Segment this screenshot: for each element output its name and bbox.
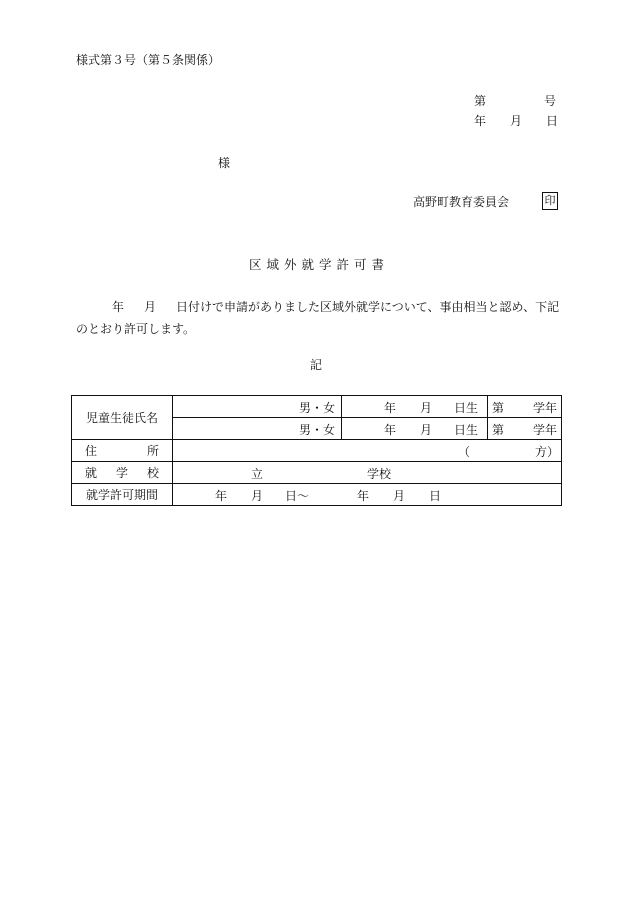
- grade-prefix: 第: [492, 423, 505, 437]
- issue-date: [474, 114, 558, 128]
- period-from-month: 月: [251, 489, 264, 503]
- permit-table: [71, 395, 562, 506]
- school-ritsu: 立: [251, 467, 264, 481]
- doc-no-prefix: 第: [474, 94, 487, 108]
- address-cell: [173, 440, 562, 462]
- address-label: [72, 440, 173, 462]
- birth-year: 年: [384, 423, 397, 437]
- grade-prefix: 第: [492, 401, 505, 415]
- grade-cell: [488, 396, 562, 418]
- student-name-label: 児童生徒氏名: [72, 396, 173, 440]
- seal-mark: 印: [542, 192, 558, 210]
- period-to-month: 月: [393, 489, 406, 503]
- grade-cell: [488, 418, 562, 440]
- birth-date-cell: [342, 418, 488, 440]
- school-label-char: 就: [85, 466, 98, 480]
- birth-month: 月: [420, 423, 433, 437]
- table-row-school: [72, 462, 562, 484]
- body-month: 月: [144, 300, 157, 314]
- address-label-char: 住: [85, 444, 98, 458]
- period-to-day: 日: [429, 489, 442, 503]
- period-to-year: 年: [357, 489, 370, 503]
- table-row-address: [72, 440, 562, 462]
- document-title: 区域外就学許可書: [249, 257, 390, 272]
- address-label-char: 所: [146, 444, 159, 458]
- birth-date-cell: [342, 396, 488, 418]
- school-label-char: 校: [146, 466, 159, 480]
- form-number: 様式第３号（第５条関係）: [76, 53, 221, 67]
- student-name-cell: [173, 418, 342, 440]
- period-cell: [173, 484, 562, 506]
- grade-suffix: 学年: [532, 423, 557, 437]
- date-day: 日: [546, 114, 559, 128]
- body-text: 日付けで申請がありました区域外就学について、事由相当と認め、下記のとおり許可します。: [76, 300, 560, 336]
- body-year: 年: [112, 300, 125, 314]
- addressee-suffix: 様: [218, 156, 231, 170]
- body-paragraph: [76, 296, 561, 340]
- table-row-student-1: [72, 396, 562, 418]
- doc-no-suffix: 号: [544, 94, 557, 108]
- address-close: 方）: [534, 445, 559, 459]
- issuer-name: 高野町教育委員会: [413, 195, 510, 209]
- grade-suffix: 学年: [532, 401, 557, 415]
- period-from-year: 年: [215, 489, 228, 503]
- school-suffix: 学校: [367, 467, 392, 481]
- birth-year: 年: [384, 401, 397, 415]
- ki-heading: 記: [310, 358, 323, 372]
- school-label: [72, 462, 173, 484]
- table-row-period: [72, 484, 562, 506]
- date-month: 月: [510, 114, 523, 128]
- document-number: [474, 94, 556, 108]
- date-year: 年: [474, 114, 487, 128]
- gender-option: 男・女: [298, 401, 335, 415]
- birth-day: 日生: [454, 423, 479, 437]
- period-from-day: 日～: [285, 489, 310, 503]
- birth-month: 月: [420, 401, 433, 415]
- address-open-paren: （: [458, 445, 471, 459]
- birth-day: 日生: [454, 401, 479, 415]
- period-label: 就学許可期間: [72, 484, 173, 506]
- school-cell: [173, 462, 562, 484]
- student-name-cell: [173, 396, 342, 418]
- school-label-char: 学: [115, 466, 128, 480]
- gender-option: 男・女: [298, 423, 335, 437]
